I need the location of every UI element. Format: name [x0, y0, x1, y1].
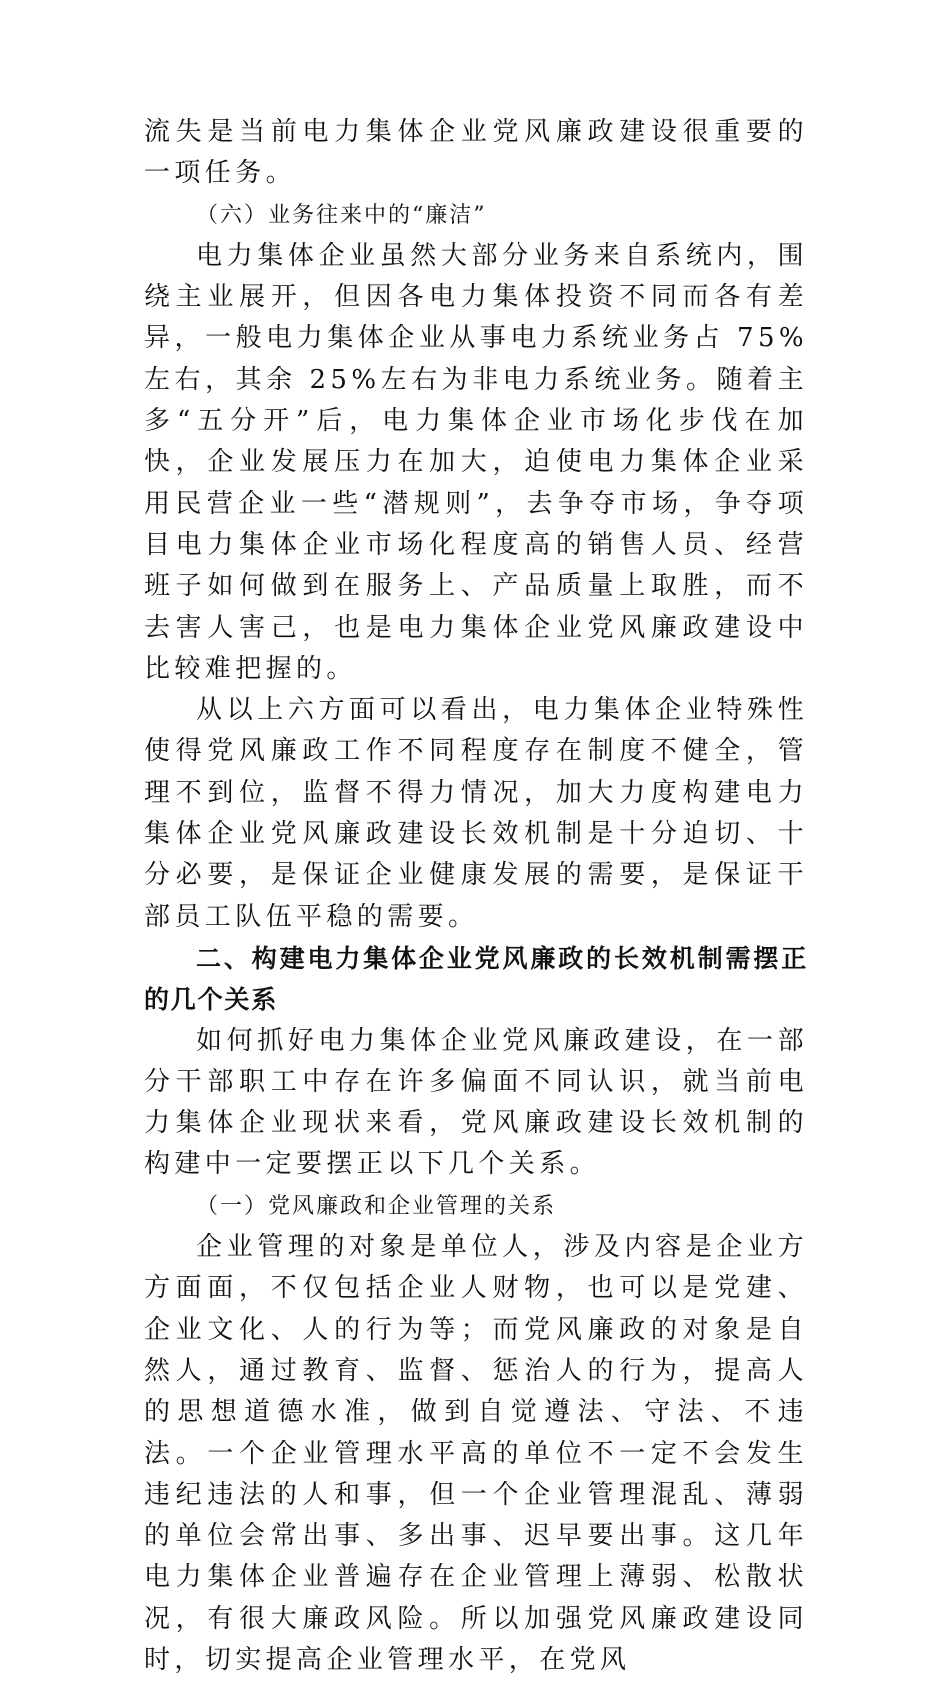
paragraph-relations-intro: 如何抓好电力集体企业党风廉政建设，在一部分干部职工中存在许多偏面不同认识，就当前电力集体企业现状来看，党风廉政建设长效机制的构建中一定要摆正以下几个关系。 — [144, 1025, 808, 1180]
paragraph-business-dealings: 电力集体企业虽然大部分业务来自系统内，围绕主业展开，但因各电力集体投资不同而各有差异，一般电力集体企业从事电力系统业务占 75%左右，其余 25%左右为非电力系统业务。随着主多“五分开”后，电力集体企业市场化步伐在加快，企业发展压力在加大，迫使电力集体企业采用民营企业一些“潜规则”，去争夺市场，争夺项目电力集体企业市场化程度高的销售人员、经营班子如何做到在服务上、产品质量上取胜，而不去害人害己，也是电力集体企业党风廉政建设中比较难把握的。 — [144, 240, 808, 684]
paragraph-continuation: 流失是当前电力集体企业党风廉政建设很重要的一项任务。 — [144, 117, 808, 189]
document-page — [144, 112, 808, 1681]
subheading-one: （一）党风廉政和企业管理的关系 — [196, 1193, 557, 1219]
paragraph-management: 企业管理的对象是单位人，涉及内容是企业方方面面，不仅包括企业人财物，也可以是党建、企业文化、人的行为等；而党风廉政的对象是自然人，通过教育、监督、惩治人的行为，提高人的思想道德水准，做到自觉遵法、守法、不违法。一个企业管理水平高的单位不一定不会发生违纪违法的人和事，但一个企业管理混乱、薄弱的单位会常出事、多出事、迟早要出事。这几年电力集体企业普遍存在企业管理上薄弱、松散状况，有很大廉政风险。所以加强党风廉政建设同时，切实提高企业管理水平，在党风 — [144, 1232, 808, 1675]
section-heading-two: 二、构建电力集体企业党风廉政的长效机制需摆正的几个关系 — [144, 943, 808, 1015]
subheading-six: （六）业务往来中的“廉洁” — [196, 202, 487, 228]
paragraph-summary: 从以上六方面可以看出，电力集体企业特殊性使得党风廉政工作不同程度存在制度不健全，管理不到位，监督不得力情况，加大力度构建电力集体企业党风廉政建设长效机制是十分迫切、十分必要，是保证企业健康发展的需要，是保证干部员工队伍平稳的需要。 — [144, 695, 808, 932]
